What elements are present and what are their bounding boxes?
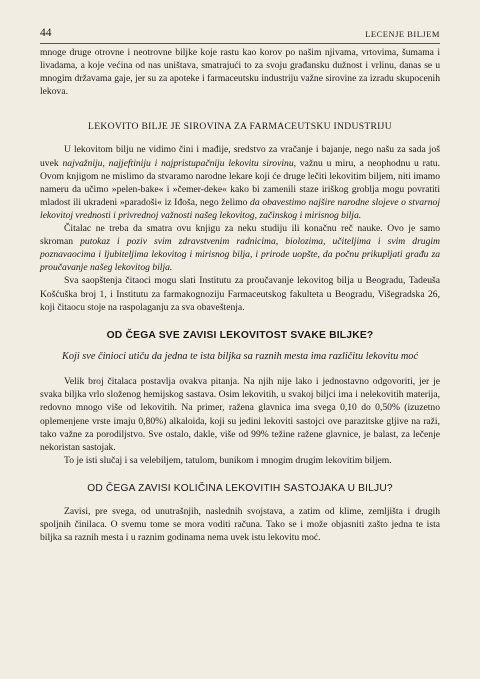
header-rule — [40, 43, 440, 44]
section3-paragraph-1: Zavisi, pre svega, od unutrašnjih, naslednih svojstava, a zatim od klime, zemljišta i drugih spoljnih činilaca. O svemu tome se mora voditi računa. Tako se i može objasniti zašto jedna te ista biljka sa raznih mesta i u raznim godinama nema uvek istu lekovitu moć. — [40, 506, 440, 544]
emphasis-text: putokaz i poziv svim zdravstvenim radnicima, biolozima, učiteljima i svim drugim poznavaocima i ljubiteljima lekovitog i mirisnog bilja, i prirode uopšte, da počnu prikupljati građu za proučavanje našeg lekovitog bilja. — [40, 236, 440, 274]
page-body — [40, 46, 440, 544]
section3-heading: OD ČEGA ZAVISI KOLIČINA LEKOVITIH SASTOJAKA U BILJU? — [87, 482, 393, 494]
section1-heading: LEKOVITO BILJE JE SIROVINA ZA FARMACEUTSKU INDUSTRIJU — [88, 121, 392, 133]
section1-paragraph-1 — [40, 143, 440, 222]
text-run: U lekovitom bilju ne vidimo čini i mađije, sredstvo za vračanje i bajanje, nego našu za sada još uvek — [40, 144, 440, 169]
emphasis-text: najvažniju, najjeftiniju i najpristupačniju lekovitu sirovinu, — [62, 157, 297, 169]
section2-heading: OD ČEGA SVE ZAVISI LEKOVITOST SVAKE BILJKE? — [106, 329, 374, 341]
section2-subheading: Koji sve činioci utiču da jedna te ista biljka sa raznih mesta ima različitu lekovitu moć — [61, 350, 419, 362]
text-run: Čitalac ne treba da smatra ovu knjigu za neku studiju ili konačnu reč nauke. Ovo je samo skroman — [40, 223, 440, 248]
section2-paragraph-2: To je isti slučaj i sa velebiljem, tatulom, bunikom i mnogim drugim lekovitim biljem. — [64, 454, 392, 466]
page-number: 44 — [40, 27, 52, 39]
section1-paragraph-2 — [40, 222, 440, 274]
emphasis-text: da obavestimo najšire narodne slojeve o stvarnoj lekovitoj vrednosti i privrednoj važnosti našeg lekovitog, začinskog i mirisnog bilja. — [40, 196, 440, 221]
section2-paragraph-1: Velik broj čitalaca postavlja ovakva pitanja. Na njih nije lako i jednostavno odgovoriti, jer je svaka biljka vrlo složenog hemijskog sastava. Osim lekovitih, u svakoj biljci ima i nelekovitih materija, redovno mnogo više od lekovitih. Na primer, ražena glavnica ima svega 0,10 do 0,50% (izuzetno oplemenjene vrste imaju 0,80%) alkaloida, koji su jedini lekoviti sastojci ove parazitske gljive na raži, tako važne za porodiljstvo. Sve ostalo, dakle, više od 99% težine ražene glavnice, je balast, za lečenje nekoristan sastojak. — [40, 376, 440, 453]
section1-paragraph-3: Sva saopštenja čitaoci mogu slati Institutu za proučavanje lekovitog bilja u Beogradu, Tadeuša Košćuška broj 1, i Institutu za farmakognoziju Farmaceutskog fakulteta u Beogradu, Višegradska 26, koji čitaocu stoje na raspolaganju za sva obaveštenja. — [40, 275, 440, 313]
running-title: LECENJE BILJEM — [365, 29, 440, 39]
intro-paragraph: mnoge druge otrovne i neotrovne biljke koje rastu kao korov po našim njivama, vrtovima, šumama i livadama, a koje većina od nas uništava, smatrajući to za svoju građansku dužnost i vrlinu, danas se u mnogim državama gaje, jer su za apoteke i farmaceutsku industriju važne sirovine za izradu skupocenih lekova. — [40, 47, 440, 98]
text-run: važnu u miru, a neophodnu u ratu. Ovom knjigom ne mislimo da stvaramo narodne lekare koji će druge lečiti lekovitim biljem, niti imamo nameru da učimo »pelen-bake« i »čemer-deke« kako bi zamenili staze iriškog groblja mogu povratiti mladost ili ukradeni »paradoši« iz Iđoša, nego želimo — [40, 157, 440, 208]
